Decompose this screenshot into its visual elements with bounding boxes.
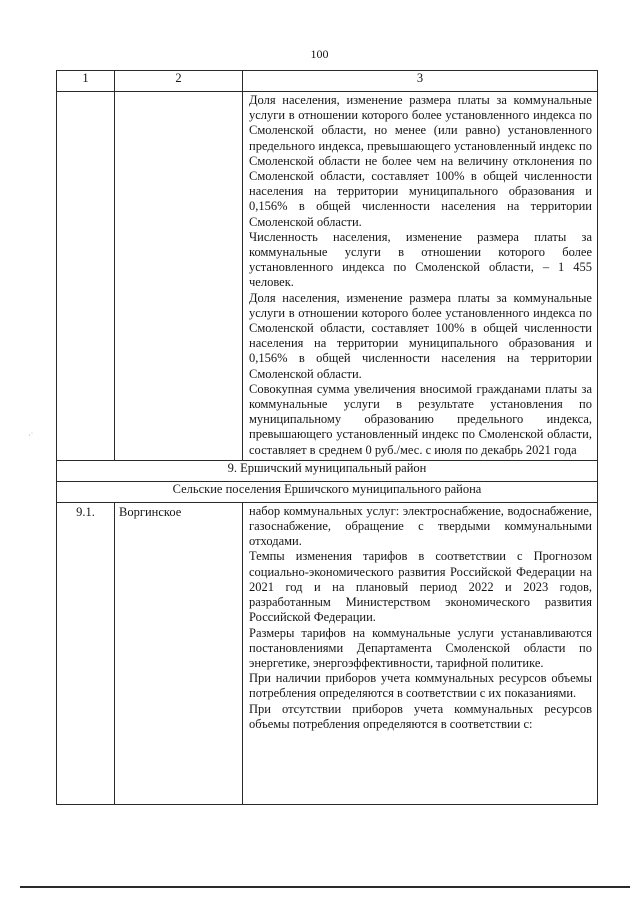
paragraph: Доля населения, изменение размера платы за коммунальные услуги в отношении которого более установленного индекса по Смоленской области, но менее (или равно) установленного предельного индекса, превышающего установленный индекс по Смоленской области не более чем на величину отклонения по Смоленской области, составляет 100% в общей численности населения на территории муниципального образования и 0,156% в общей численности населения на территории Смоленской области. (249, 93, 592, 229)
header-col-2: 2 (115, 71, 243, 92)
table-header-row (57, 71, 598, 92)
scan-artifact: ·˙ (28, 431, 34, 440)
page-bottom-rule (20, 886, 630, 888)
row-name: Воргинское (115, 502, 243, 804)
header-col-1: 1 (57, 71, 115, 92)
subsection-row (57, 481, 598, 502)
paragraph: Доля населения, изменение размера платы за коммунальные услуги в отношении которого более установленного индекса по Смоленской области, составляет 100% в общей численности населения на территории муниципального образования и 0,156% в общей численности населения на территории Смоленской области. (249, 290, 592, 381)
paragraph: При отсутствии приборов учета коммунальных ресурсов объемы потребления определяются в соответствии с: (249, 701, 592, 731)
row-text-cell (243, 502, 598, 804)
subsection-title: Сельские поселения Ершичского муниципального района (57, 481, 598, 502)
continued-row (57, 92, 598, 461)
paragraph: Размеры тарифов на коммунальные услуги устанавливаются постановлениями Департамента Смоленской области по энергетике, энергоэффективности, тарифной политике. (249, 625, 592, 670)
paragraph: набор коммунальных услуг: электроснабжение, водоснабжение, газоснабжение, обращение с твердыми коммунальными отходами. (249, 503, 592, 549)
paragraph: Темпы изменения тарифов в соответствии с Прогнозом социально-экономического развития Российской Федерации на 2021 год и на плановый период 2022 и 2023 годов, разработанным Министерством экономического развития Российской Федерации. (249, 549, 592, 625)
paragraph: Численность населения, изменение размера платы за коммунальные услуги в отношении которого более установленного индекса по Смоленской области, – 1 455 человек. (249, 229, 592, 290)
continued-name-cell (115, 92, 243, 461)
continued-num-cell (57, 92, 115, 461)
section-row (57, 460, 598, 481)
continued-text-cell (243, 92, 598, 461)
table-row (57, 502, 598, 804)
section-title: 9. Ершичский муниципальный район (57, 460, 598, 481)
paragraph: Совокупная сумма увеличения вносимой гражданами платы за коммунальные услуги в результате установления по муниципальному образованию предельного индекса, превышающего установленный индекс по Смоленской области, составляет в среднем 0 руб./мес. с июля по декабрь 2021 года (249, 381, 592, 457)
row-number: 9.1. (57, 502, 115, 804)
page-number: 100 (310, 47, 329, 61)
paragraph: При наличии приборов учета коммунальных ресурсов объемы потребления определяются в соответствии с их показаниями. (249, 671, 592, 701)
document-table (56, 70, 598, 805)
header-col-3: 3 (243, 71, 598, 92)
